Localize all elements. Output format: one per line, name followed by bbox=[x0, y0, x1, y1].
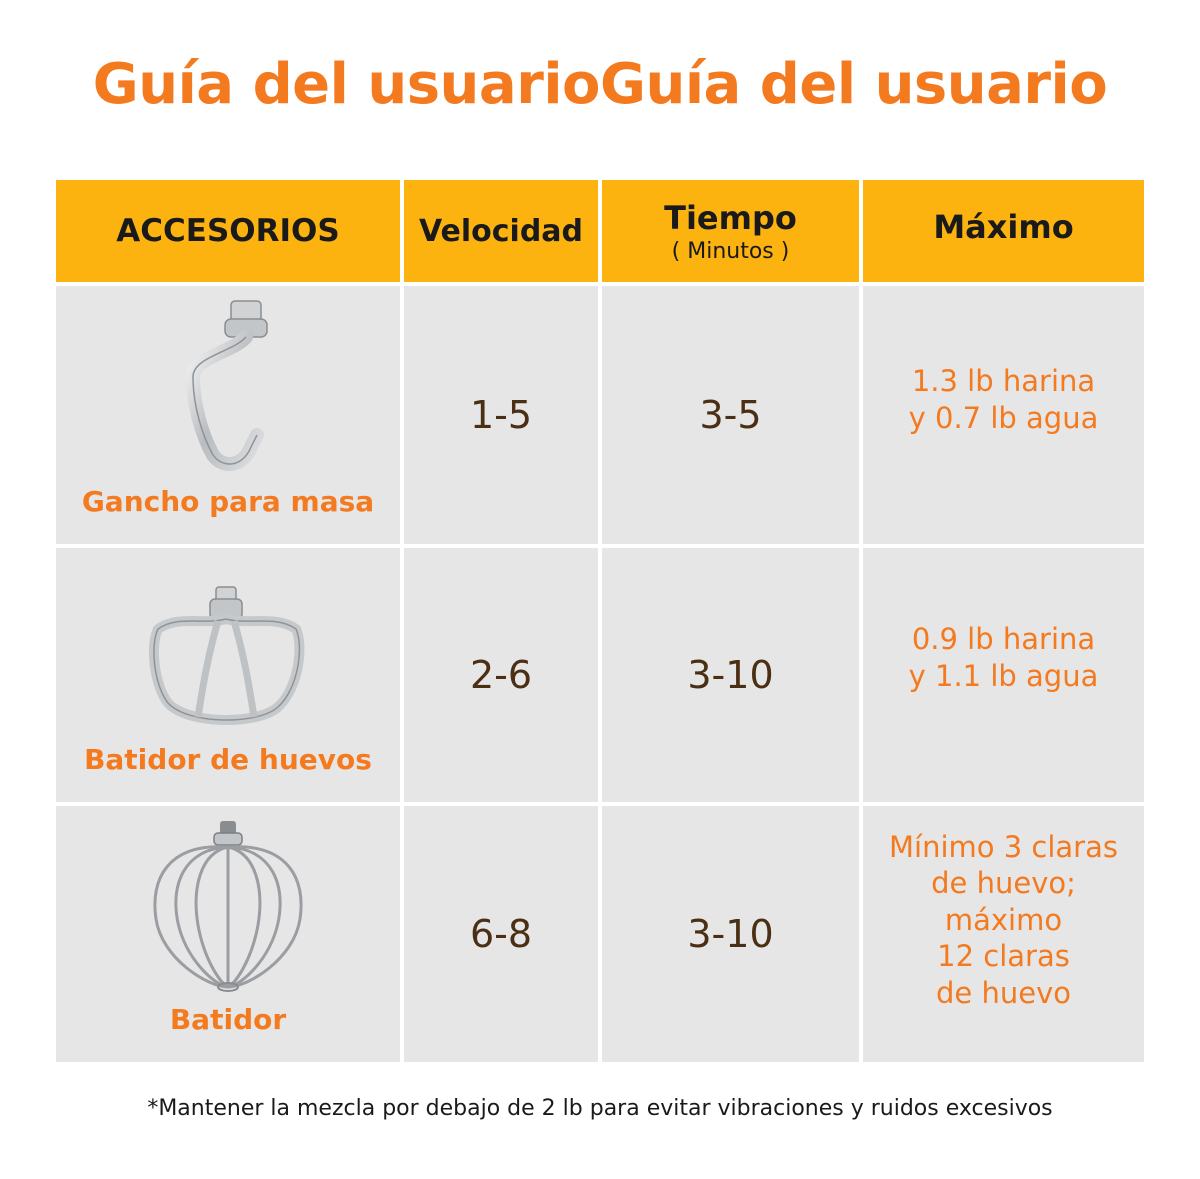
header-max bbox=[863, 180, 1144, 282]
header-accessories-label: ACCESORIOS bbox=[116, 213, 340, 249]
accessory-label: Gancho para masa bbox=[81, 485, 375, 518]
speed-cell: 2-6 bbox=[404, 548, 598, 802]
table-row-accessory bbox=[56, 806, 400, 1062]
header-time-label: Tiempo bbox=[664, 198, 797, 237]
flat-beater-icon bbox=[148, 585, 308, 735]
usage-guide-table bbox=[56, 180, 1144, 1062]
max-cell bbox=[863, 548, 1144, 802]
max-line: de huevo; bbox=[931, 866, 1076, 901]
table-row-accessory bbox=[56, 286, 400, 544]
max-cell bbox=[863, 806, 1144, 1062]
header-accessories bbox=[56, 180, 400, 282]
dough-hook-icon bbox=[173, 297, 283, 477]
max-line: 12 claras bbox=[937, 939, 1070, 974]
time-cell: 3-10 bbox=[602, 806, 859, 1062]
accessory-label: Batidor bbox=[169, 1003, 287, 1036]
max-line: Mínimo 3 claras bbox=[889, 829, 1118, 864]
speed-cell: 6-8 bbox=[404, 806, 598, 1062]
header-max-label: Máximo bbox=[933, 208, 1074, 246]
max-line: 1.3 lb harina bbox=[911, 363, 1096, 398]
speed-cell: 1-5 bbox=[404, 286, 598, 544]
time-cell: 3-10 bbox=[602, 548, 859, 802]
page-title: Guía del usuarioGuía del usuario bbox=[92, 52, 1108, 117]
header-time bbox=[602, 180, 859, 282]
wire-whisk-icon bbox=[148, 819, 308, 995]
header-speed bbox=[404, 180, 598, 282]
max-cell bbox=[863, 286, 1144, 544]
max-line: 0.9 lb harina bbox=[911, 621, 1096, 656]
time-cell: 3-5 bbox=[602, 286, 859, 544]
accessory-label: Batidor de huevos bbox=[84, 743, 372, 776]
max-line: máximo bbox=[944, 902, 1063, 937]
max-line: y 1.1 lb agua bbox=[908, 659, 1099, 693]
footnote: *Mantener la mezcla por debajo de 2 lb para evitar vibraciones y ruidos excesivos bbox=[147, 1096, 1053, 1121]
max-line: y 0.7 lb agua bbox=[908, 401, 1099, 435]
table-row-accessory bbox=[56, 548, 400, 802]
header-time-unit: ( Minutos ) bbox=[671, 238, 790, 264]
max-line: de huevo bbox=[936, 975, 1071, 1010]
header-speed-label: Velocidad bbox=[418, 213, 584, 249]
